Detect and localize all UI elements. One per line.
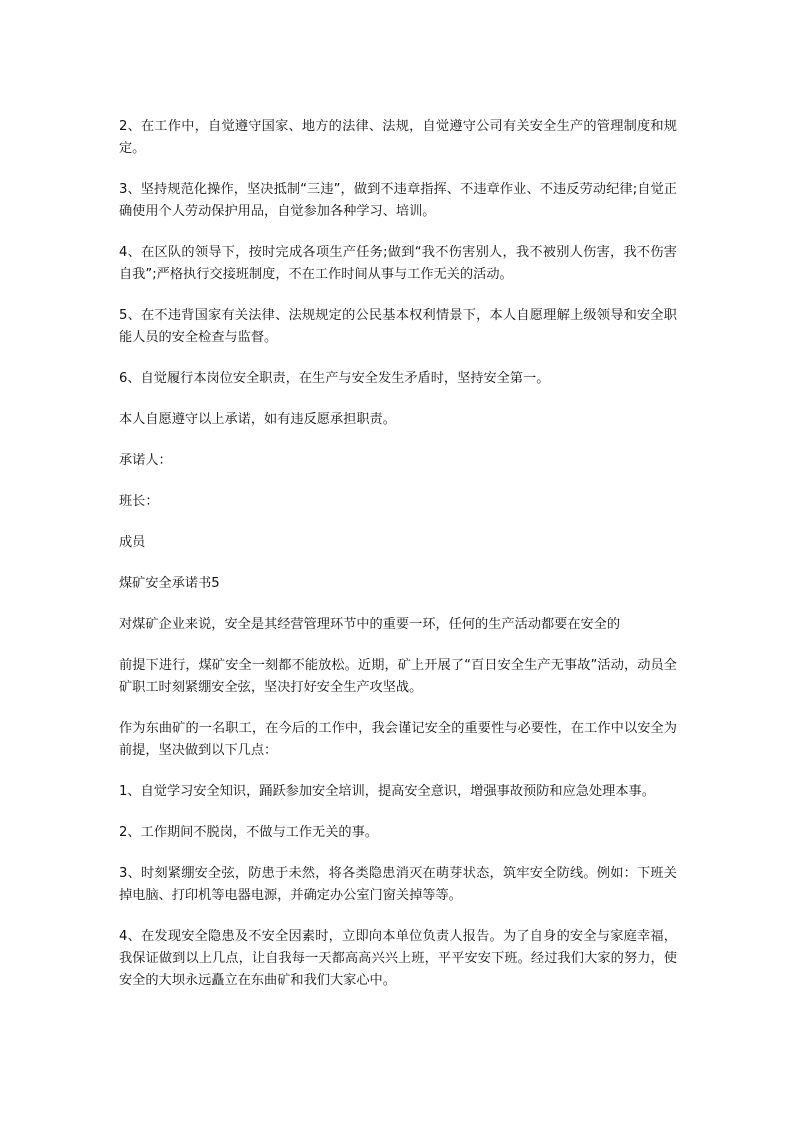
pledge-item-4: 4、在发现安全隐患及不安全因素时，立即向本单位负责人报告。为了自身的安全与家庭幸福，我保证做到以上几点，让自我每一天都高高兴兴上班，平平安安下班。经过我们大家的努力，使安全的大坝永远矗立在东曲矿和我们大家心中。 xyxy=(119,929,677,988)
paragraph-item-3: 3、坚持规范化操作，坚决抵制“三违”，做到不违章指挥、不违章作业、不违反劳动纪律;自觉正确使用个人劳动保护用品，自觉参加各种学习、培训。 xyxy=(119,182,677,219)
intro-paragraph: 对煤矿企业来说，安全是其经营管理环节中的重要一环，任何的生产活动都要在安全的 xyxy=(119,617,621,632)
paragraph-item-4: 4、在区队的领导下，按时完成各项生产任务;做到“我不伤害别人，我不被别人伤害，我不伤害自我”;严格执行交接班制度，不在工作时间从事与工作无关的活动。 xyxy=(119,245,677,282)
team-leader-label: 班长： xyxy=(119,494,159,509)
commitment-statement: 本人自愿遵守以上承诺，如有违反愿承担职责。 xyxy=(119,412,396,427)
paragraph-item-2: 2、在工作中，自觉遵守国家、地方的法律、法规，自觉遵守公司有关安全生产的管理制度和规定。 xyxy=(119,119,677,156)
pledge-item-2: 2、工作期间不脱岗，不做与工作无关的事。 xyxy=(119,825,378,840)
members-label: 成员 xyxy=(119,535,146,550)
document-page xyxy=(119,116,677,992)
paragraph-item-6: 6、自觉履行本岗位安全职责，在生产与安全发生矛盾时，坚持安全第一。 xyxy=(119,371,550,386)
pledge-item-1: 1、自觉学习安全知识，踊跃参加安全培训，提高安全意识，增强事故预防和应急处理本事。 xyxy=(119,784,655,799)
signer-label: 承诺人： xyxy=(119,453,172,468)
section-title: 煤矿安全承诺书5 xyxy=(119,576,220,591)
pledge-item-3: 3、时刻紧绷安全弦，防患于未然，将各类隐患消灭在萌芽状态，筑牢安全防线。例如：下班关掉电脑、打印机等电器电源，并确定办公室门窗关掉等等。 xyxy=(119,866,677,903)
employee-paragraph: 作为东曲矿的一名职工，在今后的工作中，我会谨记安全的重要性与必要性，在工作中以安全为前提，坚决做到以下几点： xyxy=(119,721,677,758)
campaign-paragraph: 前提下进行，煤矿安全一刻都不能放松。近期，矿上开展了“百日安全生产无事故”活动，动员全矿职工时刻紧绷安全弦，坚决打好安全生产攻坚战。 xyxy=(119,658,677,695)
paragraph-item-5: 5、在不违背国家有关法律、法规规定的公民基本权利情景下，本人自愿理解上级领导和安全职能人员的安全检查与监督。 xyxy=(119,308,677,345)
